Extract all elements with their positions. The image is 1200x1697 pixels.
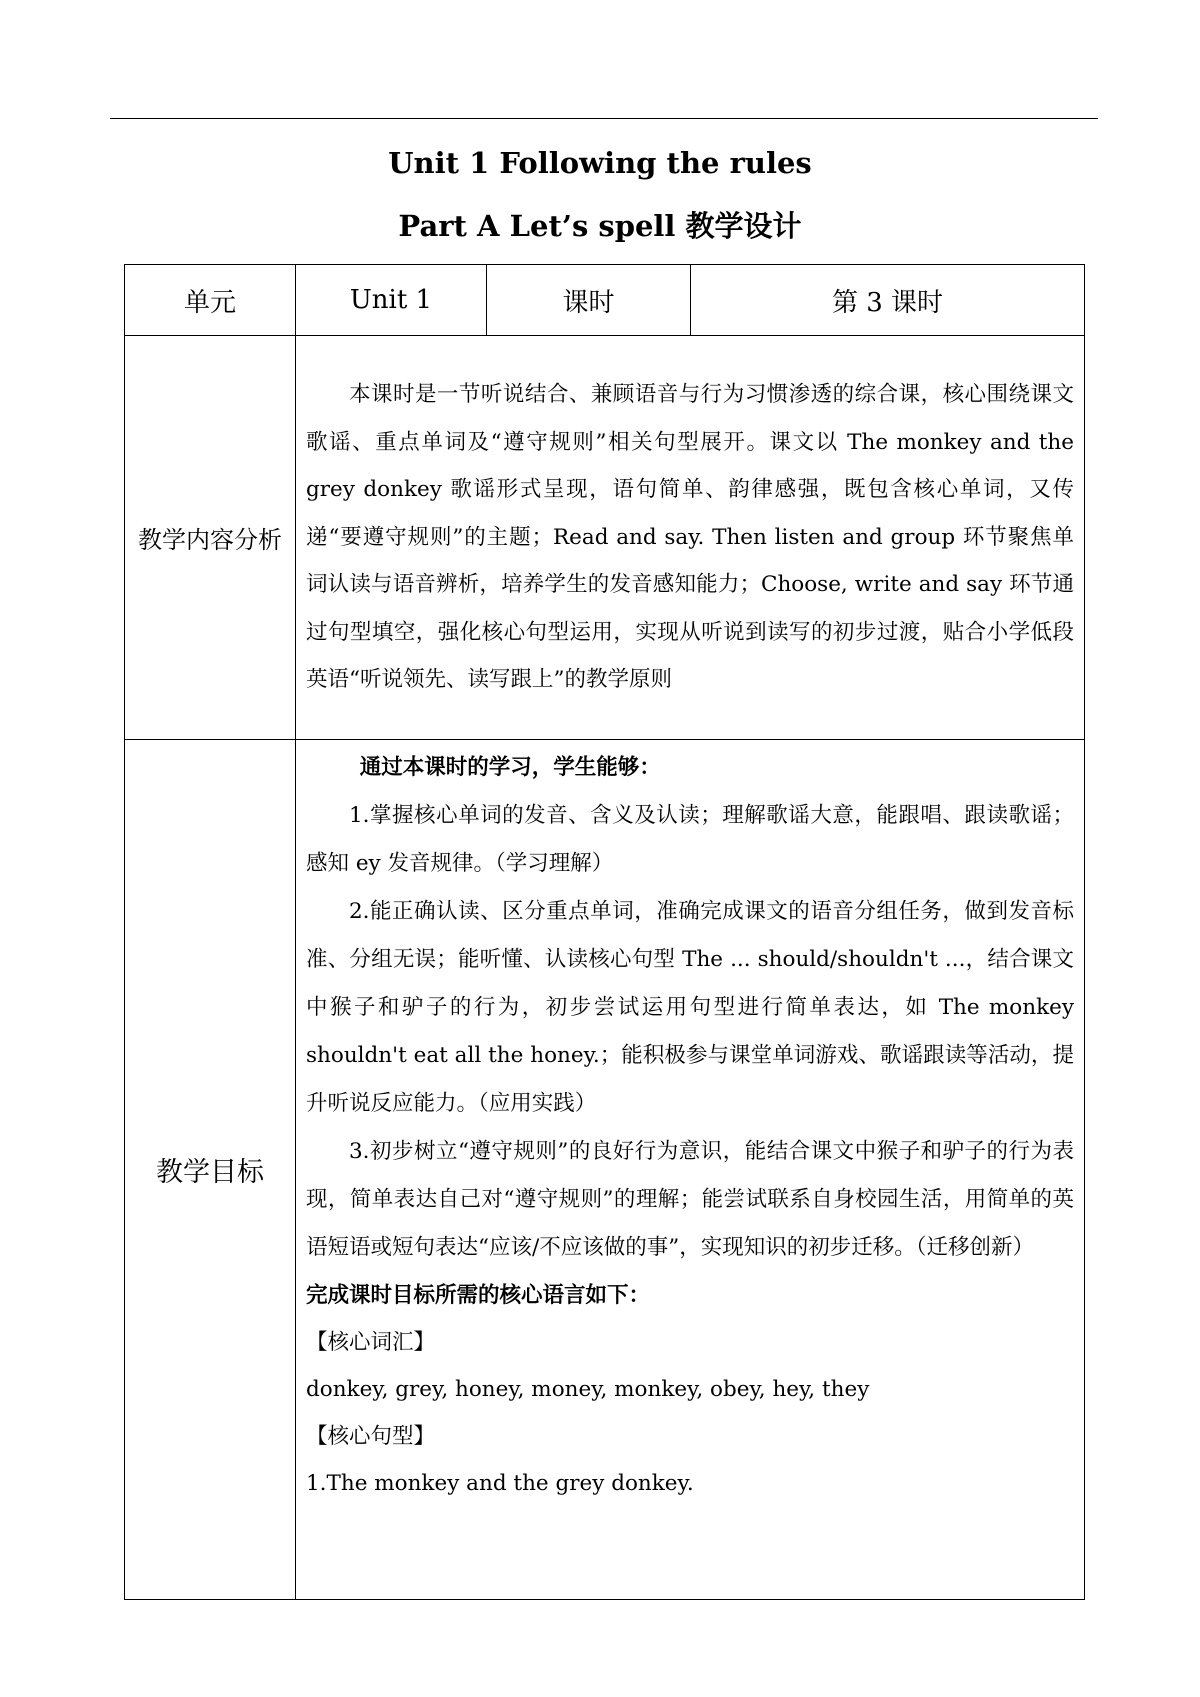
vocab-heading: 【核心词汇】 bbox=[306, 1330, 436, 1355]
objective-item-1: 1.掌握核心单词的发音、含义及认读；理解歌谣大意，能跟唱、跟读歌谣；感知 ey 发音规律。（学习理解） bbox=[306, 803, 1074, 876]
unit-label: 单元 bbox=[125, 265, 296, 336]
objective-item-2: 2.能正确认读、区分重点单词，准确完成课文的语音分组任务，做到发音标准、分组无误；能听懂、认读核心句型 The ... should/shouldn't ...，结合课文中猴子和驴子的行为，初步尝试运用句型进行简单表达，如 The monkey shouldn't eat all the honey.；能积极参与课堂单词游戏、歌谣跟读等活动，提升听说反应能力。（应用实践） bbox=[306, 899, 1074, 1116]
content-analysis-row bbox=[125, 336, 1085, 740]
sentence-item-1: 1.The monkey and the grey donkey. bbox=[306, 1471, 694, 1496]
header-rule bbox=[110, 118, 1098, 119]
sentence-heading: 【核心句型】 bbox=[306, 1424, 436, 1449]
core-language-title: 完成课时目标所需的核心语言如下： bbox=[306, 1283, 651, 1308]
lesson-plan-table bbox=[124, 264, 1085, 1600]
unit-value: Unit 1 bbox=[296, 265, 487, 336]
period-value: 第 3 课时 bbox=[691, 265, 1085, 336]
content-analysis-cell bbox=[296, 336, 1085, 740]
table-header-row bbox=[125, 265, 1085, 336]
vocab-list: donkey, grey, honey, money, monkey, obey, hey, they bbox=[306, 1377, 870, 1402]
page-title: Unit 1 Following the rules bbox=[388, 146, 812, 180]
objectives-intro: 通过本课时的学习，学生能够： bbox=[359, 755, 661, 780]
content-analysis-text: 本课时是一节听说结合、兼顾语音与行为习惯渗透的综合课，核心围绕课文歌谣、重点单词及“遵守规则”相关句型展开。课文以 The monkey and the grey donkey 歌谣形式呈现，语句简单、韵律感强，既包含核心单词，又传递“要遵守规则”的主题；Read and say. Then listen and group 环节聚焦单词认读与语音辨析，培养学生的发音感知能力；Choose, write and say 环节通过句型填空，强化核心句型运用，实现从听说到读写的初步过渡，贴合小学低段英语“听说领先、读写跟上”的教学原则 bbox=[306, 382, 1074, 693]
objectives-label: 教学目标 bbox=[125, 740, 296, 1600]
page-subtitle: Part A Let’s spell 教学设计 bbox=[398, 209, 802, 243]
objectives-row bbox=[125, 740, 1085, 1600]
objective-item-3: 3.初步树立“遵守规则”的良好行为意识，能结合课文中猴子和驴子的行为表现，简单表达自己对“遵守规则”的理解；能尝试联系自身校园生活，用简单的英语短语或短句表达“应该/不应该做的事”，实现知识的初步迁移。（迁移创新） bbox=[306, 1139, 1074, 1260]
period-label: 课时 bbox=[487, 265, 691, 336]
content-analysis-label: 教学内容分析 bbox=[125, 336, 296, 740]
objectives-cell bbox=[296, 740, 1085, 1600]
